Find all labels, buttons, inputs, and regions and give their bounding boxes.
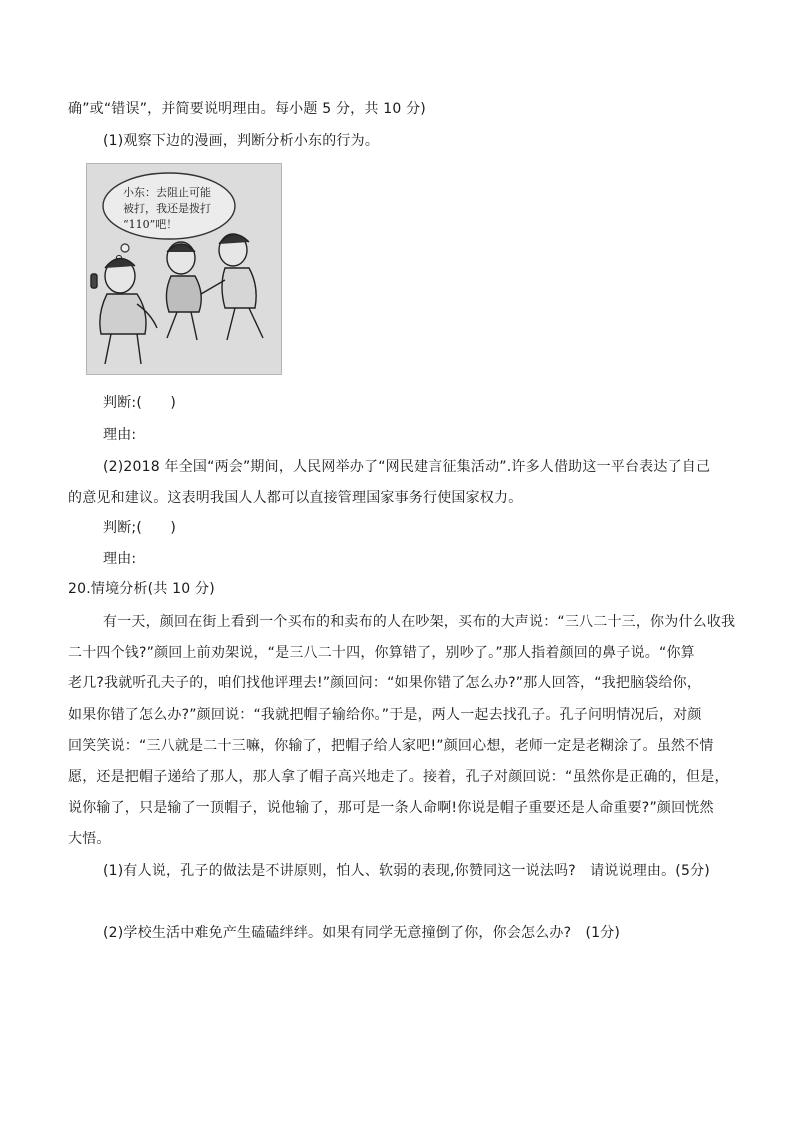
q19-sub1-reason: 理由: [103,427,137,443]
cartoon-drawing [87,164,281,374]
q19-sub2-judge: 判断;( ) [103,520,177,536]
q20-heading: 20.情境分析(共 10 分) [68,581,215,597]
q19-sub1-prompt: (1)观察下边的漫画，判断分析小东的行为。 [103,133,380,149]
story-line: 大悟。 [68,831,111,847]
boy-pushing [201,234,263,340]
boy-with-phone [91,258,157,364]
story-line: 愿，还是把帽子递给了那人，那人拿了帽子高兴地走了。接着，孔子对颜回说：“虽然你是正确的，但是， [68,769,729,785]
q19-sub2-line2: 的意见和建议。这表明我国人人都可以直接管理国家事务行使国家权力。 [68,490,523,506]
story-line: 老几?我就听孔夫子的，咱们找他评理去!”颜回问：“如果你错了怎么办?”那人回答，“我把脑袋给你， [68,675,702,691]
bubble-line-2: 被打，我还是拨打 [123,202,211,215]
q20-question-2: (2)学校生活中难免产生磕磕绊绊。如果有同学无意撞倒了你，你会怎么办? (1分) [103,925,621,941]
cartoon-illustration [86,163,282,375]
q20-question-1: (1)有人说，孔子的做法是不讲原则，怕人、软弱的表现,你赞同这一说法吗? 请说说理由。(5分) [103,863,710,879]
story-line: 说你输了，只是输了一顶帽子，说他输了，那可是一条人命啊!你说是帽子重要还是人命重要?”颜回恍然 [68,800,714,816]
q19-sub2-line1: (2)2018 年全国“两会”期间，人民网举办了“网民建言征集活动”.许多人借助这一平台表达了自己 [103,459,711,475]
q19-sub2-reason: 理由: [103,551,137,567]
story-line: 有一天，颜回在街上看到一个买布的和卖布的人在吵架，买布的大声说：“三八二十三，你为什么收我 [103,614,736,630]
boy-being-pushed [166,242,201,340]
q19-sub1-judge: 判断:( ) [103,395,177,411]
story-line: 如果你错了怎么办?”颜回说：“我就把帽子输给你。”于是，两人一起去找孔子。孔子问明情况后，对颜 [68,707,702,723]
story-line: 二十四个钱?”颜回上前劝架说，“是三八二十四，你算错了，别吵了。”那人指着颜回的鼻子说。“你算 [68,645,695,661]
bubble-line-3: “110”吧！ [123,218,178,231]
story-line: 回笑笑说：“三八就是二十三嘛，你输了，把帽子给人家吧!”颜回心想，老师一定是老糊涂了。虽然不情 [68,738,714,754]
q19-instruction-tail: 确”或“错误”，并简要说明理由。每小题 5 分，共 10 分) [68,101,426,117]
bubble-line-1: 小东：去阻止可能 [123,186,211,199]
